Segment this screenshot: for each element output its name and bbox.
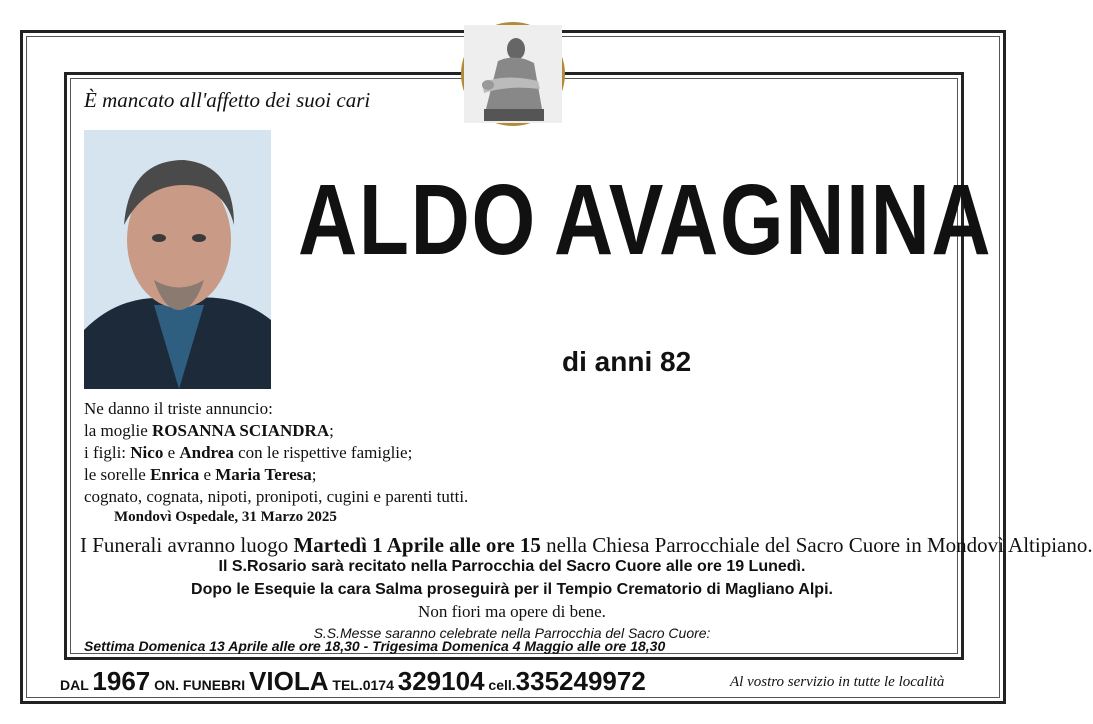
messe-dates: Settima Domenica 13 Aprile alle ore 18,30 - Trigesima Domenica 4 Maggio alle ore 18,30 xyxy=(84,638,666,654)
deceased-last-name: AVAGNINA xyxy=(554,164,993,276)
text: TEL.0174 xyxy=(328,677,398,693)
text: cell. xyxy=(484,677,516,693)
mourners-line-5: cognato, cognata, nipoti, pronipoti, cugini e parenti tutti. xyxy=(84,487,469,506)
footer-slogan: Al vostro servizio in tutte le località xyxy=(730,674,945,690)
phone-number: 329104 xyxy=(397,666,485,696)
son-name: Nico xyxy=(130,443,164,462)
text: I Funerali avranno luogo xyxy=(80,533,294,557)
text: ON. FUNEBRI xyxy=(150,677,250,693)
mourners-list xyxy=(84,398,468,508)
mourners-line-3 xyxy=(84,442,468,464)
deceased-first-name: ALDO xyxy=(298,164,537,276)
founding-year: 1967 xyxy=(92,666,151,696)
text: e xyxy=(199,465,216,484)
text: DAL xyxy=(60,677,93,693)
pieta-medallion-icon xyxy=(461,22,565,126)
company-name: VIOLA xyxy=(249,666,329,696)
text: ; xyxy=(329,421,334,440)
sister-name: Enrica xyxy=(150,465,200,484)
intro-text: È mancato all'affetto dei suoi cari xyxy=(84,88,371,112)
deceased-age: di anni 82 xyxy=(562,346,692,377)
wife-name: ROSANNA SCIANDRA xyxy=(151,421,330,440)
place-date: Mondovì Ospedale, 31 Marzo 2025 xyxy=(114,509,337,525)
messe-text: S.S.Messe saranno celebrate nella Parrocchia del Sacro Cuore: xyxy=(313,625,711,641)
esequie-text: Dopo le Esequie la cara Salma proseguirà per il Tempio Crematorio di Magliano Alpi. xyxy=(191,581,833,598)
sister-name: Maria Teresa xyxy=(215,465,312,484)
text: le sorelle xyxy=(84,465,151,484)
fiori-text: Non fiori ma opere di bene. xyxy=(418,602,606,621)
funeral-announcement xyxy=(80,533,1093,558)
portrait-photo xyxy=(84,130,271,389)
mourners-line-4 xyxy=(84,464,468,486)
text: e xyxy=(163,443,180,462)
text: ; xyxy=(311,465,317,484)
cell-number: 335249972 xyxy=(515,666,646,696)
son-name: Andrea xyxy=(179,443,234,462)
text: la moglie xyxy=(84,421,152,440)
funeral-home-footer xyxy=(60,666,646,697)
text: i figli: xyxy=(84,443,131,462)
text: nella Chiesa Parrocchiale del Sacro Cuore in Mondovì Altipiano. xyxy=(540,533,1093,557)
rosario-text: Il S.Rosario sarà recitato nella Parrocchia del Sacro Cuore alle ore 19 Lunedì. xyxy=(218,558,806,575)
funeral-datetime: Martedì 1 Aprile alle ore 15 xyxy=(293,533,541,557)
mourners-line-2 xyxy=(84,420,468,442)
mourners-line-1: Ne danno il triste annuncio: xyxy=(84,399,273,418)
text: con le rispettive famiglie; xyxy=(233,443,413,462)
